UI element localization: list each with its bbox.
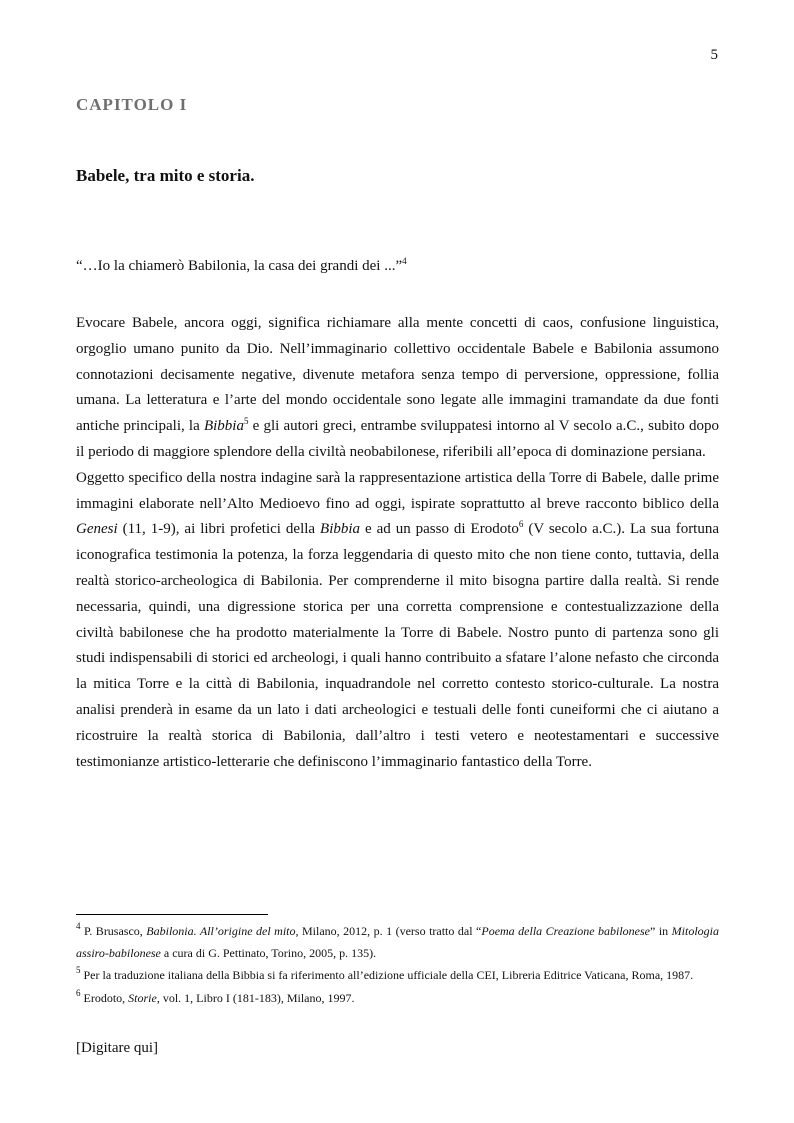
- page-number: 5: [710, 47, 718, 63]
- footnote-ref-4[interactable]: 4: [402, 256, 407, 266]
- footnote-text: P. Brusasco,: [80, 924, 147, 938]
- paragraph-2-text: (11, 1-9), ai libri profetici della: [117, 521, 321, 538]
- footnote-text: Per la traduzione italiana della Bibbia si fa riferimento all’edizione ufficiale della CEI, Libreria Editrice Vaticana, Roma, 1987.: [80, 968, 694, 982]
- paragraph-1-text: e gli autori greci, entrambe sviluppatesi intorno al V secolo a.C., subito dopo il periodo di maggiore splendore della civiltà neobabilonese, riferibili all’epoca di dominazione persiana.: [76, 418, 719, 460]
- footnote-text: , vol. 1, Libro I (181-183), Milano, 1997.: [156, 990, 355, 1005]
- footnote-4: [76, 921, 719, 964]
- footnote-italic: Poema della Creazione babilonese: [481, 924, 651, 938]
- footnote-ref-6[interactable]: 6: [518, 519, 524, 530]
- footnote-number: 5: [76, 965, 81, 975]
- footnote-text: Erodoto,: [80, 990, 129, 1005]
- footer-placeholder[interactable]: [Digitare qui]: [76, 1040, 159, 1056]
- italic-title: Bibbia: [320, 521, 361, 538]
- footnote-italic: Storie: [128, 990, 157, 1005]
- footnote-6: [76, 988, 719, 1010]
- chapter-heading: CAPITOLO I: [76, 95, 188, 114]
- italic-title: Genesi: [76, 521, 118, 538]
- footnote-italic: Babilonia. All’origine del mito,: [146, 924, 299, 938]
- footnote-text: Milano, 2012, p. 1 (verso tratto dal “: [298, 924, 482, 938]
- paragraph-1-text: Evocare Babele, ancora oggi, significa richiamare alla mente concetti di caos, confusione linguistica, orgoglio umano punito da Dio. Nell’immaginario collettivo occidentale Babele e Babilonia assumono connotazioni decisamente negative, divenute metafora senza tempo di perversione, oppressione, follia umana. La letteratura e l’arte del mondo occidentale sono legate alle immagini tramandate da due fonti antiche principali, la: [76, 315, 719, 435]
- paragraph-2-text: Oggetto specifico della nostra indagine sarà la rappresentazione artistica della Torre di Babele, dalle prime immagini elaborate nell’Alto Medioevo fino ad oggi, ispirate soprattutto al breve racconto biblico della: [76, 469, 719, 512]
- paragraph-2: [76, 466, 719, 776]
- paragraph-1: [76, 311, 719, 466]
- footnote-ref-5[interactable]: 5: [243, 416, 249, 427]
- footnote-text: ” in: [650, 924, 672, 938]
- section-title: Babele, tra mito e storia.: [76, 166, 255, 185]
- body-text: [76, 311, 719, 775]
- footnote-separator: [76, 914, 268, 915]
- paragraph-2-text: (V secolo a.C.). La sua fortuna iconografica testimonia la potenza, la forza leggendaria di questo mito che non tiene conto, tuttavia, della realtà storico-archeologica di Babilonia. Per comprenderne il mito bisogna partire dalla realtà. Si rende necessaria, quindi, una digressione storica per una corretta comprensione e contestualizzazione della civiltà babilonese che ha prodotto materialmente la Torre di Babele. Nostro punto di partenza sono gli studi indispensabili di storici ed archeologi, i quali hanno contribuito a sfatare l’alone nefasto che circonda la mitica Torre e la città di Babilonia, inquadrandole nel corretto contesto storico-culturale. La nostra analisi prenderà in esame da un lato i dati archeologici e testuali delle fonti cuneiformi che ci aiutano a ricostruire la realtà storica di Babilonia, dall’altro i testi vetero e neotestamentari e successive testimonianze artistico-letterarie che definiscono l’immaginario fantastico della Torre.: [76, 521, 720, 770]
- italic-title: Bibbia: [203, 418, 244, 435]
- paragraph-2-text: e ad un passo di Erodoto: [360, 521, 519, 538]
- footnotes: [76, 921, 719, 1010]
- footnote-5: [76, 965, 719, 987]
- epigraph: [76, 258, 407, 275]
- epigraph-text: “…Io la chiamerò Babilonia, la casa dei grandi dei ...”: [76, 258, 403, 274]
- footnote-number: 4: [76, 921, 81, 931]
- footnote-text: a cura di G. Pettinato, Torino, 2005, p. 135).: [160, 945, 377, 960]
- footnote-number: 6: [76, 987, 81, 998]
- footnote-italic: Mitologia assiro-babilonese: [76, 924, 719, 960]
